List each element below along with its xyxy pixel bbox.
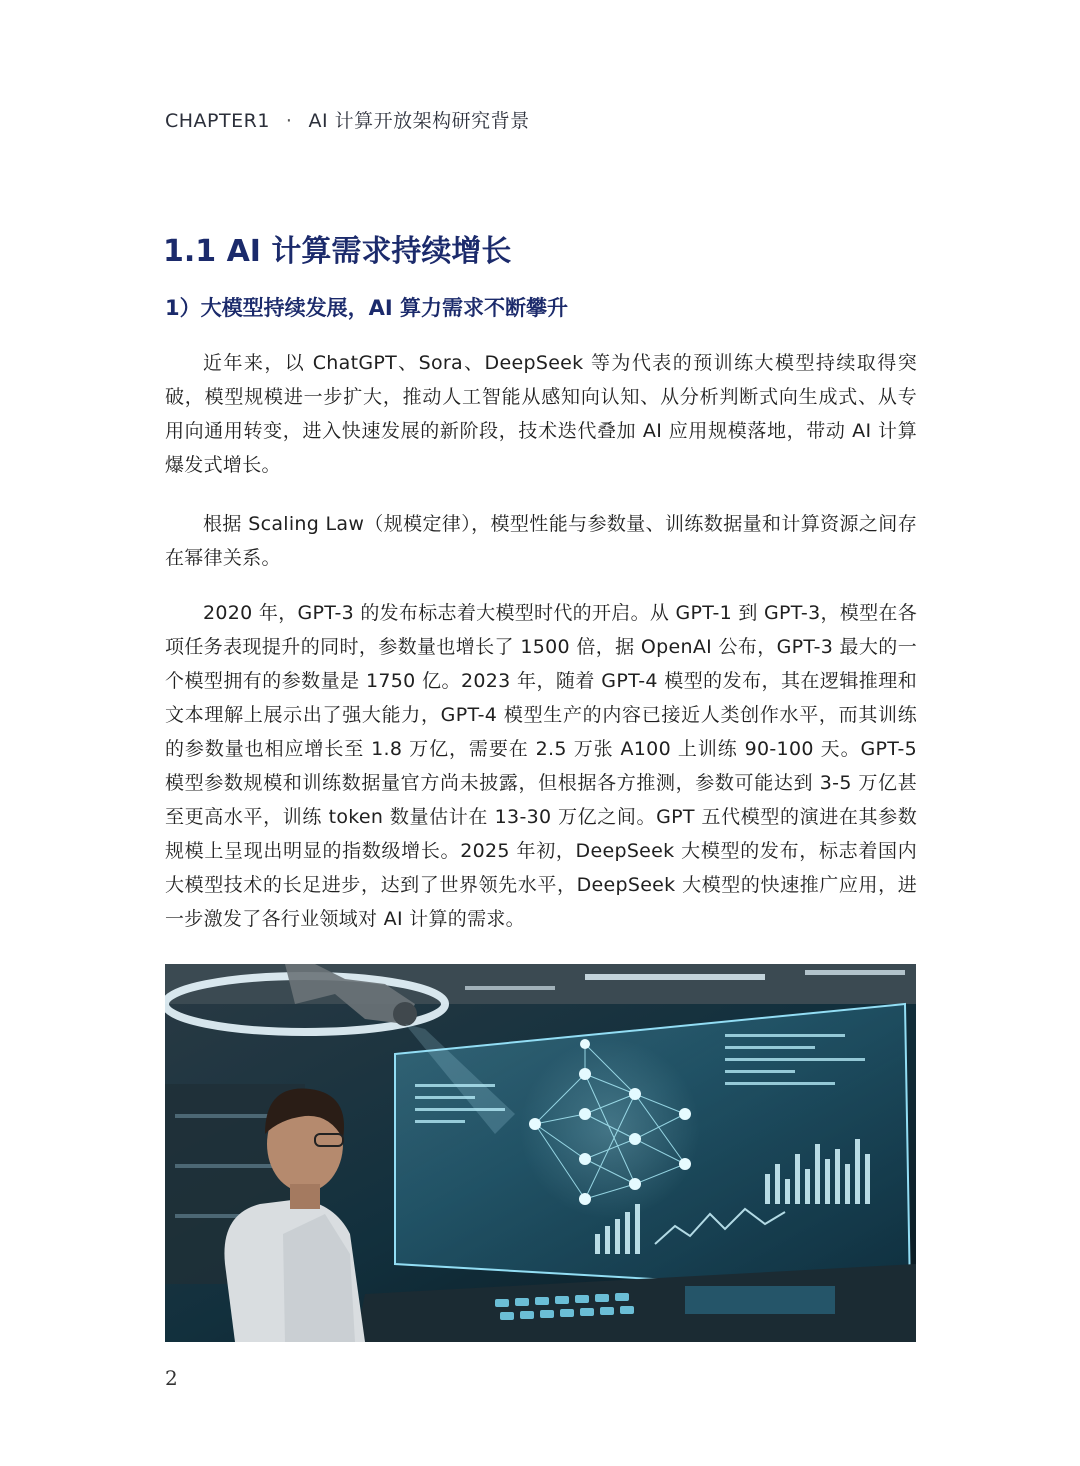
paragraph-scaling-law: 根据 Scaling Law（规模定律），模型性能与参数量、训练数据量和计算资源之间存在幂律关系。 [165, 513, 917, 569]
header-separator: · [285, 110, 293, 132]
ai-lab-illustration [165, 964, 916, 1342]
page-number: 2 [165, 1366, 178, 1390]
hologram-scene-image [165, 964, 916, 1342]
chapter-label: CHAPTER1 [165, 110, 270, 132]
running-header [165, 106, 530, 133]
paragraph-gpt-history: 2020 年，GPT-3 的发布标志着大模型时代的开启。从 GPT-1 到 GPT-3，模型在各项任务表现提升的同时，参数量也增长了 1500 倍，据 OpenAI 公布，GPT-3 最大的一个模型拥有的参数量是 1750 亿。2023 年，随着 GPT-4 模型的发布，其在逻辑推理和文本理解上展示出了强大能力，GPT-4 模型生产的内容已接近人类创作水平，而其训练的参数量也相应增长至 1.8 万亿，需要在 2.5 万张 A100 上训练 90-100 天。GPT-5 模型参数规模和训练数据量官方尚未披露，但根据各方推测，参数可能达到 3-5 万亿甚至更高水平，训练 token 数量估计在 13-30 万亿之间。GPT 五代模型的演进在其参数规模上呈现出明显的指数级增长。2025 年初，DeepSeek 大模型的发布，标志着国内大模型技术的长足进步，达到了世界领先水平，DeepSeek 大模型的快速推广应用，进一步激发了各行业领域对 AI 计算的需求。 [165, 602, 917, 930]
subsection-title: 1）大模型持续发展，AI 算力需求不断攀升 [165, 296, 568, 320]
paragraph-intro: 近年来，以 ChatGPT、Sora、DeepSeek 等为代表的预训练大模型持续取得突破，模型规模进一步扩大，推动人工智能从感知向认知、从分析判断式向生成式、从专用向通用转变，进入快速发展的新阶段，技术迭代叠加 AI 应用规模落地，带动 AI 计算爆发式增长。 [165, 352, 917, 476]
chapter-title: AI 计算开放架构研究背景 [308, 110, 530, 132]
section-title: 1.1 AI 计算需求持续增长 [163, 234, 512, 269]
